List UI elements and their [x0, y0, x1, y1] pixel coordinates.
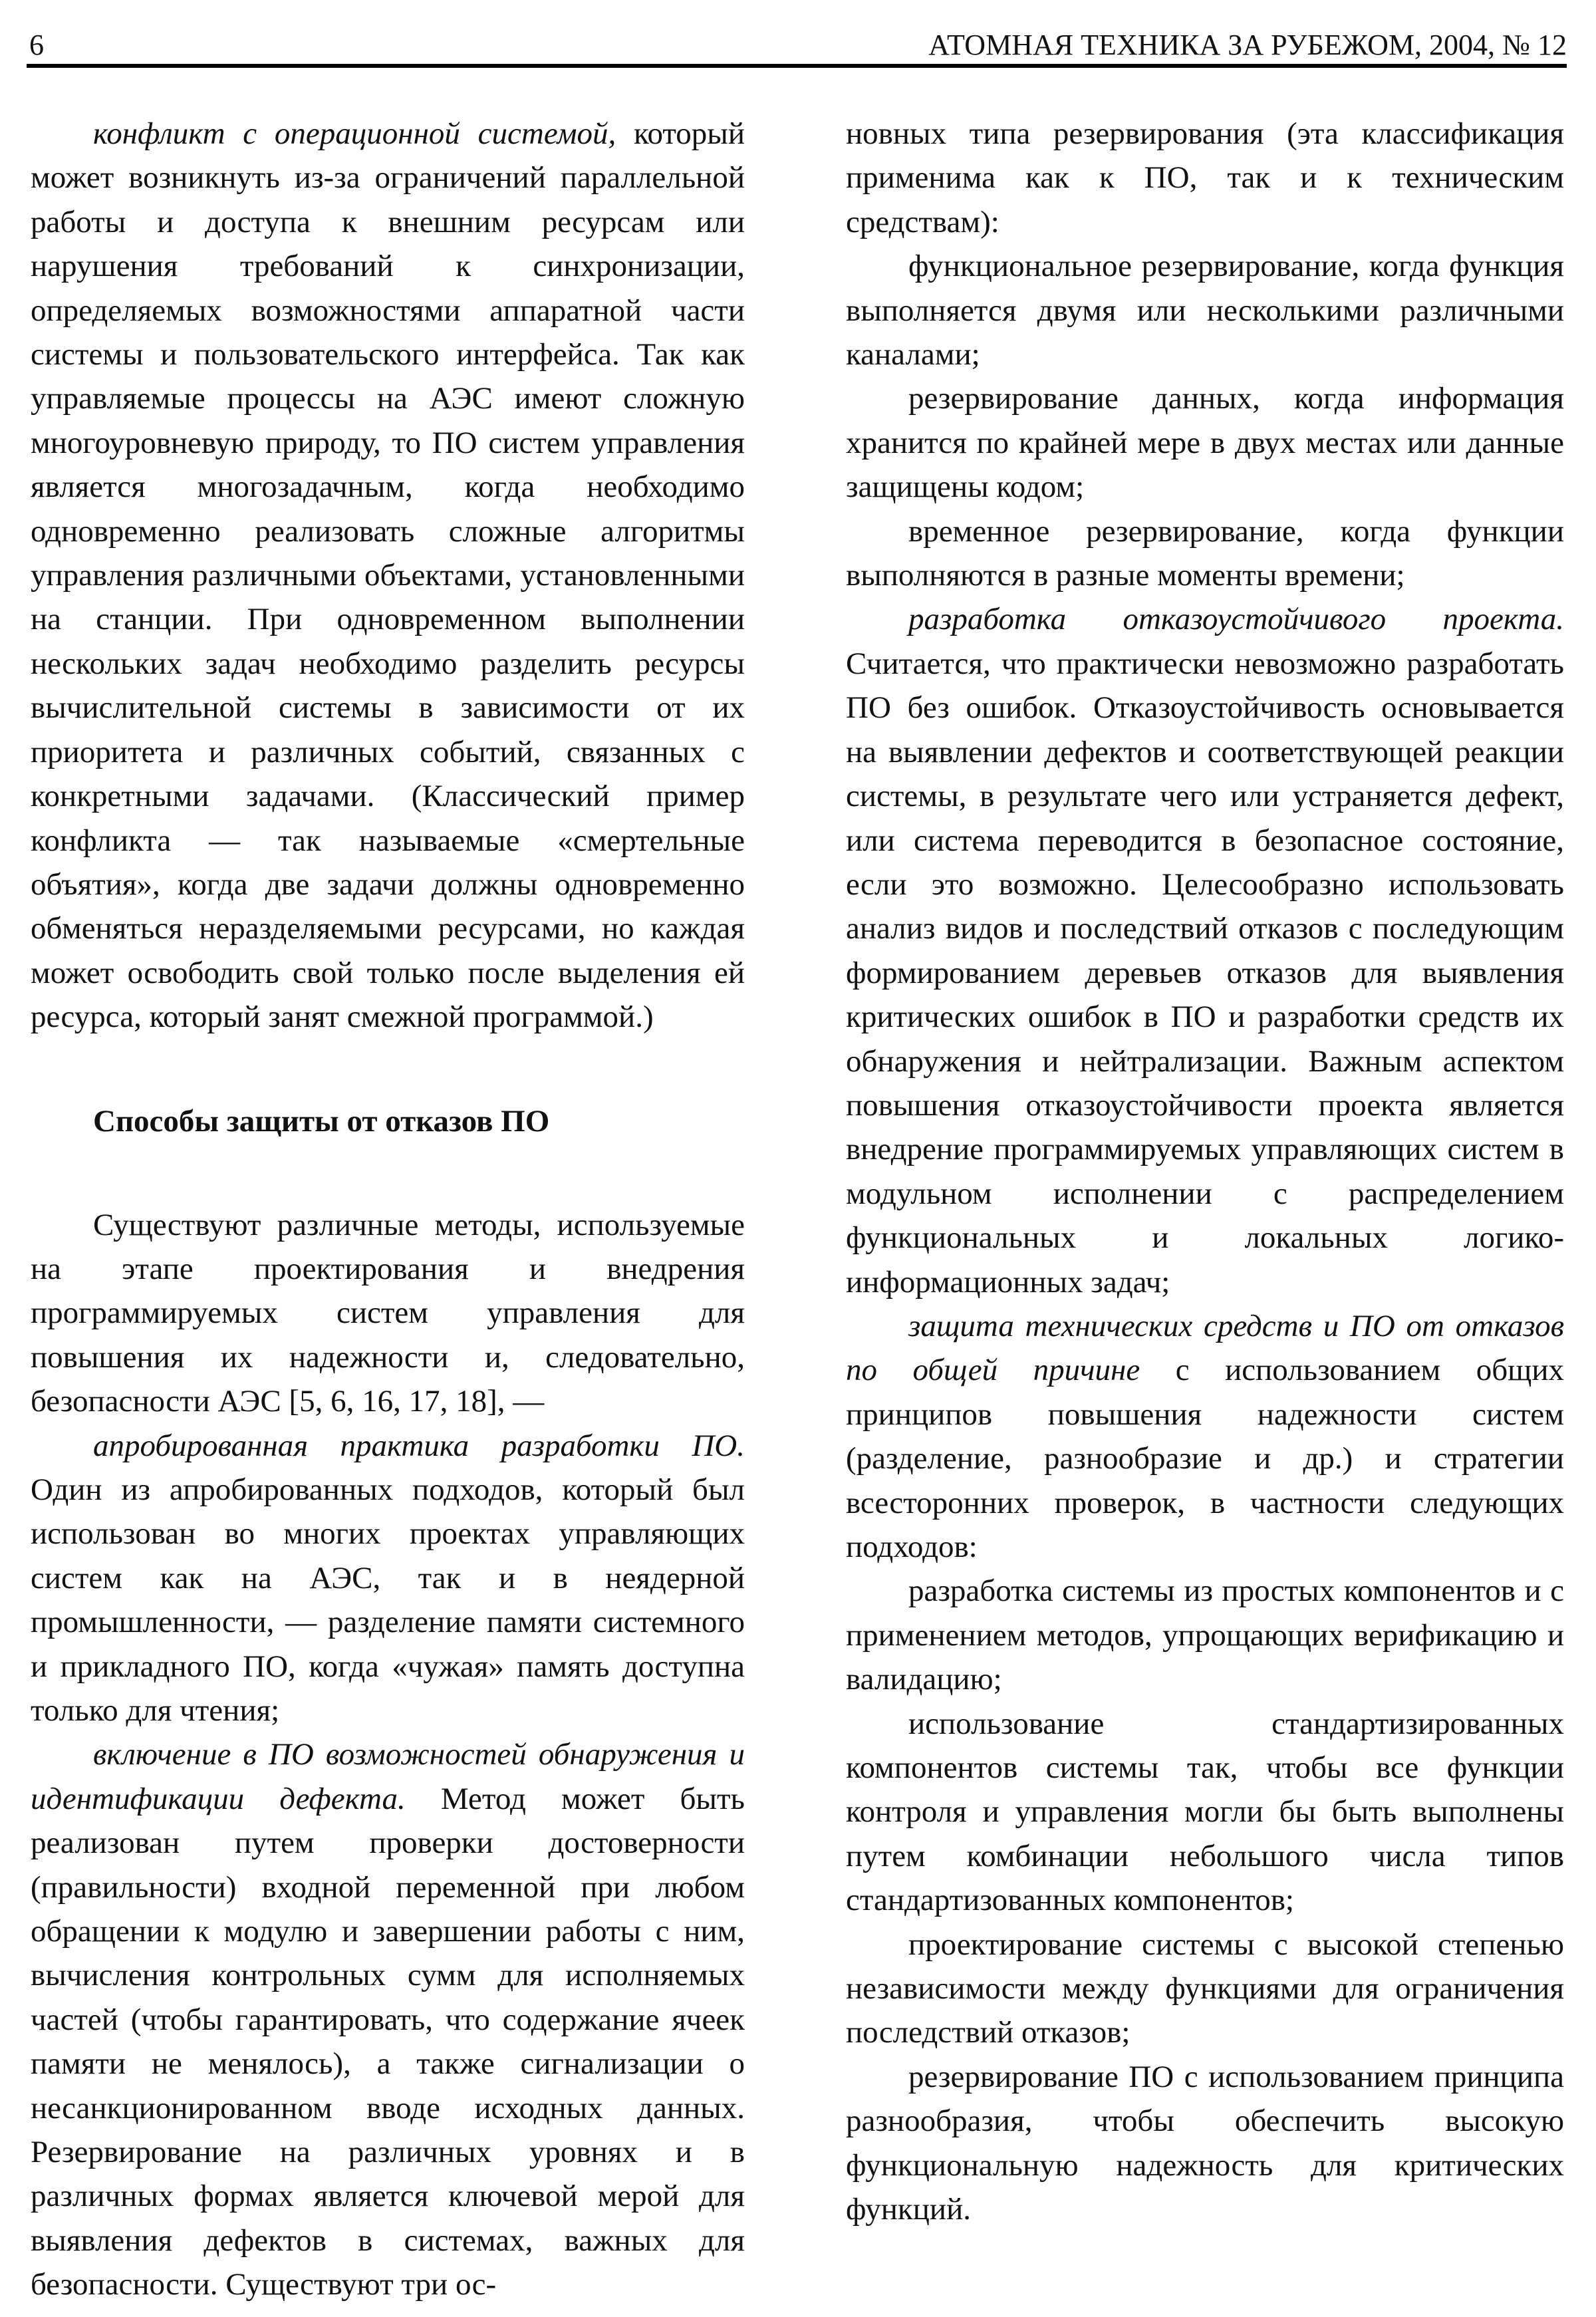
italic-term: апробированная практика разработки ПО.	[93, 1428, 745, 1463]
list-item: резервирование ПО с использованием принципа разнообразия, чтобы обеспечить высокую функциональную надежность для критических функций.	[846, 2059, 1564, 2227]
right-column	[846, 112, 1564, 2232]
list-item: временное резервирование, когда функции выполняются в разные моменты времени;	[846, 513, 1564, 593]
paragraph: разработка отказоустойчивого проекта. Считается, что практически невозможно разработать ПО без ошибок. Отказоустойчивость основывается на выявлении дефектов и соответствующей реакции системы, в результате чего или устраняется дефект, или система переводится в безопасное состояние, если это возможно. Целесообразно использовать анализ видов и последствий отказов с последующим формированием деревьев отказов для выявления критических ошибок в ПО и разработки средств их обнаружения и нейтрализации. Важным аспектом повышения отказоустойчивости проекта является внедрение программируемых управляющих систем в модульном исполнении с распределением функциональных и локальных логико-информационных задач;	[846, 602, 1564, 1299]
italic-term: конфликт с операционной системой,	[93, 116, 616, 151]
paragraph: конфликт с операционной системой, который может возникнуть из-за ограничений параллельной работы и доступа к внешним ресурсам или нарушения требований к синхронизации, определяемых возможностями аппаратной части системы и пользовательского интерфейса. Так как управляемые процессы на АЭС имеют сложную многоуровневую природу, то ПО систем управления является многозадачным, когда необходимо одновременно реализовать сложные алгоритмы управления различными объектами, установленными на станции. При одновременном выполнении нескольких задач необходимо разделить ресурсы вычислительной системы в зависимости от их приоритета и различных событий, связанных с конкретными задачами. (Классический пример конфликта — так называемые «смертельные объятия», когда две задачи должны одновременно обменяться неразделяемыми ресурсами, но каждая может освободить свой только после выделения ей ресурса, который занят смежной программой.)	[31, 116, 745, 1035]
left-column	[31, 112, 745, 2307]
paragraph: включение в ПО возможностей обнаружения и идентификации дефекта. Метод может быть реализован путем проверки достоверности (правильности) входной переменной при любом обращении к модулю и завершении работы с ним, вычисления контрольных сумм для исполняемых частей (чтобы гарантировать, что содержание ячеек памяти не менялось), а также сигнализации о несанкционированном вводе исходных данных. Резервирование на различных уровнях и в различных формах является ключевой мерой для выявления дефектов в системах, важных для безопасности. Существуют три ос-	[31, 1737, 745, 2302]
italic-term: защита технических средств и ПО от отказов по общей причине	[846, 1308, 1564, 1388]
list-item: разработка системы из простых компонентов и с применением методов, упрощающих верификацию и валидацию;	[846, 1573, 1564, 1697]
running-header	[29, 20, 1567, 63]
italic-term: включение в ПО возможностей обнаружения и идентификации дефекта.	[31, 1737, 745, 1816]
list-item: проектирование системы с высокой степенью независимости между функциями для ограничения последствий отказов;	[846, 1927, 1564, 2050]
list-item: резервирование данных, когда информация хранится по крайней мере в двух местах или данные защищены кодом;	[846, 381, 1564, 505]
paragraph: новных типа резервирования (эта классификация применима как к ПО, так и к техническим средствам):	[846, 116, 1564, 239]
list-item: использование стандартизированных компонентов системы так, чтобы все функции контроля и управления могли бы быть выполнены путем комбинации небольшого числа типов стандартизованных компонентов;	[846, 1706, 1564, 1918]
journal-title: АТОМНАЯ ТЕХНИКА ЗА РУБЕЖОМ, 2004, № 12	[928, 29, 1567, 61]
header-rule	[27, 64, 1567, 68]
list-item: функциональное резервирование, когда функция выполняется двумя или несколькими различными каналами;	[846, 249, 1564, 372]
paragraph: апробированная практика разработки ПО. Один из апробированных подходов, который был использован во многих проектах управляющих систем как на АЭС, так и в неядерной промышленности, — разделение памяти системного и прикладного ПО, когда «чужая» память доступна только для чтения;	[31, 1428, 745, 1728]
section-heading: Способы защиты от отказов ПО	[93, 1103, 550, 1139]
paragraph: Существуют различные методы, используемые на этапе проектирования и внедрения программируемых систем управления для повышения их надежности и, следовательно, безопасности АЭС [5, 6, 16, 17, 18], —	[31, 1207, 745, 1419]
page-number: 6	[29, 29, 44, 61]
italic-term: разработка отказоустойчивого проекта.	[908, 602, 1564, 637]
paragraph: защита технических средств и ПО от отказов по общей причине с использованием общих принципов повышения надежности систем (разделение, разнообразие и др.) и стратегии всесторонних проверок, в частности следующих подходов:	[846, 1308, 1564, 1564]
